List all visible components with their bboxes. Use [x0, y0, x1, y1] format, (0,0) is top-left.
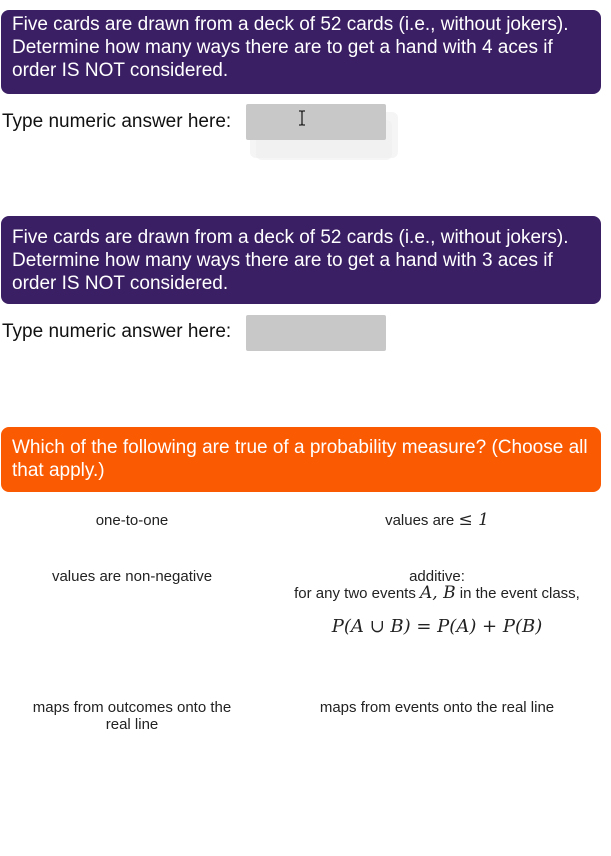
question-3-text: Which of the following are true of a probability measure? (Choose all that apply.) — [12, 437, 588, 481]
question-3-prompt — [1, 427, 601, 492]
text-cursor-icon — [297, 110, 307, 126]
option-one-to-one[interactable]: one-to-one — [95, 512, 169, 529]
question-1-prompt — [1, 10, 601, 94]
option-values-le-1[interactable]: values are ≤ 1 — [385, 510, 489, 530]
question-1-answer-input[interactable] — [246, 104, 386, 140]
question-2-answer-input[interactable] — [246, 315, 386, 351]
question-1-answer-label: Type numeric answer here: — [2, 111, 232, 132]
question-1-text: Five cards are drawn from a deck of 52 cards (i.e., without jokers). Determine how many ways there are to get a hand with 4 aces if order IS NOT considered. — [12, 14, 569, 81]
option-events-real-line[interactable]: maps from events onto the real line — [319, 699, 555, 716]
option-non-negative[interactable]: values are non-negative — [51, 568, 213, 585]
option-outcomes-real-line[interactable]: maps from outcomes onto the real line — [32, 699, 232, 733]
question-2-prompt — [1, 216, 601, 304]
option-additive[interactable]: additive: for any two events A, B in the event class, P(A ∪ B) = P(A) + P(B) — [278, 568, 596, 635]
question-2-answer-label: Type numeric answer here: — [2, 321, 232, 342]
additive-formula: P(A ∪ B) = P(A) + P(B) — [331, 616, 543, 637]
question-2-text: Five cards are drawn from a deck of 52 cards (i.e., without jokers). Determine how many ways there are to get a hand with 3 aces if order IS NOT considered. — [12, 227, 569, 294]
